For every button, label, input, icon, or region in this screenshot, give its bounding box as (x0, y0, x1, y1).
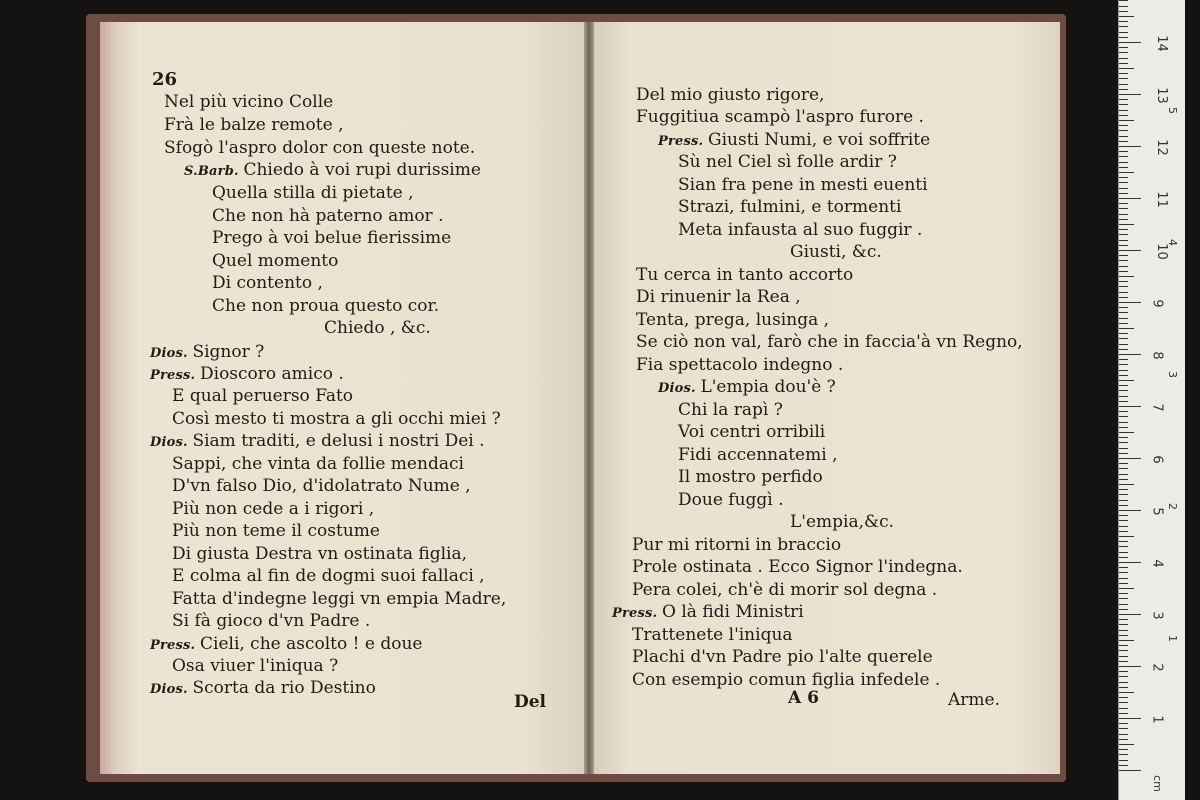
right-page-line (678, 445, 837, 465)
left-page-line (212, 273, 323, 293)
line-text: Frà le balze remote , (164, 115, 344, 135)
line-text: Così mesto ti mostra a gli occhi miei ? (172, 409, 501, 429)
line-text: Sù nel Ciel sì folle ardir ? (678, 152, 897, 172)
ruler-tick (1119, 276, 1134, 277)
ruler-tick (1119, 380, 1134, 381)
line-text: E qual peruerso Fato (172, 386, 354, 406)
ruler-tick (1119, 593, 1128, 594)
ruler-tick (1119, 364, 1128, 365)
ruler-tick (1119, 58, 1128, 59)
right-page-line (678, 175, 928, 195)
ruler-tick (1119, 541, 1128, 542)
ruler-tick (1119, 344, 1128, 345)
line-text: Strazi, fulmini, e tormenti (678, 197, 902, 217)
ruler-tick (1119, 297, 1128, 298)
ruler-tick (1119, 37, 1128, 38)
right-page-line (636, 85, 824, 105)
ruler-tick (1119, 437, 1128, 438)
right-catchword: Arme. (948, 690, 1000, 710)
ruler-tick (1119, 73, 1128, 74)
right-page-line (678, 220, 922, 240)
ruler-tick (1119, 416, 1128, 417)
ruler-tick (1119, 442, 1128, 443)
ruler-tick (1119, 354, 1141, 355)
ruler-tick (1119, 572, 1128, 573)
line-text: Il mostro perfido (678, 467, 823, 487)
line-text: Plachi d'vn Padre pio l'alte querele (632, 647, 933, 667)
left-page-line (172, 521, 380, 541)
ruler-tick (1119, 188, 1128, 189)
left-page-line (212, 183, 414, 203)
line-text: Chi la rapì ? (678, 400, 783, 420)
ruler-number: 1 (1149, 715, 1165, 724)
ruler-tick (1119, 406, 1141, 407)
ruler-tick (1119, 125, 1128, 126)
line-text: Tu cerca in tanto accorto (636, 265, 854, 285)
ruler-tick (1119, 130, 1128, 131)
ruler-tick (1119, 396, 1128, 397)
left-page-line (172, 656, 338, 676)
line-text: L'empia dou'è ? (700, 377, 836, 397)
ruler-tick (1119, 760, 1128, 761)
ruler-tick (1119, 432, 1134, 433)
left-catchword: Del (514, 692, 547, 712)
speaker-label: Press. (612, 606, 662, 621)
ruler-tick (1119, 520, 1128, 521)
line-text: Di contento , (212, 273, 323, 293)
ruler-tick (1119, 219, 1128, 220)
speaker-label: Dios. (150, 435, 193, 450)
right-page-line (636, 332, 1023, 352)
left-page-line (212, 296, 439, 316)
signature-mark: A 6 (788, 688, 819, 708)
speaker-label: Press. (658, 134, 708, 149)
ruler-tick (1119, 666, 1141, 667)
line-text: Voi centri orribili (678, 422, 826, 442)
ruler-tick (1119, 531, 1128, 532)
ruler-number: 11 (1153, 191, 1169, 208)
ruler-tick (1119, 682, 1128, 683)
right-page-line (632, 557, 963, 577)
ruler-inch-number: 2 (1166, 503, 1179, 510)
speaker-label: Press. (150, 368, 200, 383)
right-page-line (612, 602, 804, 624)
ruler-tick (1119, 333, 1128, 334)
ruler-tick (1119, 578, 1128, 579)
right-page-line (678, 490, 784, 510)
ruler-tick (1119, 115, 1128, 116)
ruler-tick (1119, 708, 1128, 709)
ruler-tick (1119, 536, 1134, 537)
ruler-tick (1119, 463, 1128, 464)
line-text: Quella stilla di pietate , (212, 183, 414, 203)
ruler-tick (1119, 744, 1134, 745)
right-page-line (678, 422, 825, 442)
left-page-line (324, 318, 431, 338)
ruler-tick (1119, 749, 1128, 750)
ruler-tick (1119, 193, 1128, 194)
right-page-line (632, 670, 940, 690)
right-page-line (636, 107, 924, 127)
ruler-tick (1119, 94, 1141, 95)
line-text: Nel più vicino Colle (164, 92, 334, 112)
line-text: Pera colei, ch'è di morir sol degna . (632, 580, 938, 600)
ruler-tick (1119, 718, 1141, 719)
line-text: Fidi accennatemi , (678, 445, 838, 465)
ruler-tick (1119, 234, 1128, 235)
ruler-tick (1119, 16, 1134, 17)
line-text: Trattenete l'iniqua (632, 625, 793, 645)
line-text: D'vn falso Dio, d'idolatrato Nume , (172, 476, 471, 496)
ruler-tick (1119, 411, 1128, 412)
ruler-tick (1119, 328, 1134, 329)
ruler-number: 2 (1149, 663, 1165, 672)
ruler-tick (1119, 99, 1128, 100)
ruler-tick (1119, 281, 1128, 282)
ruler-tick (1119, 271, 1128, 272)
ruler-tick (1119, 609, 1128, 610)
ruler-tick (1119, 562, 1141, 563)
ruler-tick (1119, 110, 1128, 111)
ruler-tick (1119, 422, 1128, 423)
left-page-line (172, 386, 353, 406)
ruler-number: 4 (1149, 559, 1165, 568)
ruler-tick (1119, 266, 1128, 267)
line-text: Giusti Numi, e voi soffrite (708, 130, 931, 150)
ruler-tick (1119, 656, 1128, 657)
left-page-line (184, 160, 481, 182)
right-page-line (658, 130, 930, 152)
line-text: Quel momento (212, 251, 339, 271)
line-text: Scorta da rio Destino (192, 678, 376, 698)
line-text: Fuggitiua scampò l'aspro furore . (636, 107, 924, 127)
ruler-tick (1119, 146, 1141, 147)
ruler-tick (1119, 739, 1128, 740)
ruler-tick (1119, 390, 1128, 391)
ruler-tick (1119, 214, 1128, 215)
ruler-tick (1119, 240, 1128, 241)
ruler-tick (1119, 661, 1128, 662)
ruler-tick (1119, 245, 1128, 246)
ruler-inch-number: 3 (1166, 371, 1179, 378)
right-page-line (636, 355, 843, 375)
ruler-tick (1119, 302, 1141, 303)
ruler-tick (1119, 370, 1128, 371)
ruler-unit-label: cm (1150, 775, 1164, 792)
left-page-line (212, 206, 444, 226)
ruler-tick (1119, 458, 1141, 459)
ruler-tick (1119, 526, 1128, 527)
line-text: Di giusta Destra vn ostinata figlia, (172, 544, 468, 564)
ruler-number: 9 (1149, 299, 1165, 308)
ruler-inch-number: 1 (1166, 635, 1179, 642)
line-text: Fia spettacolo indegno . (636, 355, 844, 375)
line-text: E colma al fin de dogmi suoi fallaci , (172, 566, 485, 586)
ruler-tick (1119, 323, 1128, 324)
line-text: Chiedo , &c. (324, 318, 431, 338)
ruler-number: 5 (1149, 507, 1165, 516)
ruler-tick (1119, 546, 1128, 547)
ruler-tick (1119, 6, 1128, 7)
ruler-tick (1119, 172, 1134, 173)
ruler-tick (1119, 676, 1128, 677)
ruler-tick (1119, 671, 1128, 672)
ruler-tick (1119, 650, 1128, 651)
line-text: Tenta, prega, lusinga , (636, 310, 830, 330)
line-text: Pur mi ritorni in braccio (632, 535, 842, 555)
ruler-tick (1119, 515, 1128, 516)
ruler-tick (1119, 702, 1128, 703)
ruler-tick (1119, 734, 1128, 735)
line-text: Giusti, &c. (790, 242, 882, 262)
right-page-line (790, 242, 882, 262)
left-page-line (150, 364, 344, 386)
ruler-tick (1119, 156, 1128, 157)
ruler-tick (1119, 338, 1128, 339)
right-page-line (636, 310, 829, 330)
ruler-tick (1119, 770, 1141, 771)
line-text: Meta infausta al suo fuggir . (678, 220, 923, 240)
right-page-line (678, 400, 783, 420)
ruler-tick (1119, 624, 1128, 625)
ruler-tick (1119, 468, 1128, 469)
line-text: Sappi, che vinta da follie mendaci (172, 454, 464, 474)
left-page-line (172, 611, 370, 631)
ruler-tick (1119, 427, 1128, 428)
ruler-tick (1119, 63, 1128, 64)
right-page-line (632, 580, 937, 600)
ruler-tick (1119, 182, 1128, 183)
ruler-tick (1119, 754, 1128, 755)
ruler-tick (1119, 557, 1128, 558)
ruler-tick (1119, 318, 1128, 319)
line-text: Del mio giusto rigore, (636, 85, 825, 105)
line-text: Che non hà paterno amor . (212, 206, 444, 226)
right-page-line (632, 535, 841, 555)
line-text: Siam traditi, e delusi i nostri Dei . (192, 431, 485, 451)
line-text: Di rinuenir la Rea , (636, 287, 801, 307)
ruler-tick (1119, 619, 1128, 620)
line-text: Cieli, che ascolto ! e doue (200, 634, 423, 654)
line-text: Signor ? (192, 342, 265, 362)
left-page-line (172, 499, 374, 519)
line-text: Si fà gioco d'vn Padre . (172, 611, 371, 631)
speaker-label: Dios. (150, 346, 193, 361)
ruler-tick (1119, 375, 1128, 376)
ruler-tick (1119, 635, 1128, 636)
ruler-tick (1119, 401, 1128, 402)
line-text: Osa viuer l'iniqua ? (172, 656, 339, 676)
ruler-tick (1119, 250, 1141, 251)
ruler-tick (1119, 645, 1128, 646)
book-gutter (584, 22, 594, 774)
ruler-number: 3 (1149, 611, 1165, 620)
speaker-label: Dios. (150, 682, 193, 697)
ruler-tick (1119, 136, 1128, 137)
ruler-tick (1119, 52, 1128, 53)
right-page-line (678, 467, 823, 487)
left-page-line (172, 566, 485, 586)
ruler-tick (1119, 614, 1141, 615)
ruler-tick (1119, 151, 1128, 152)
ruler-tick (1119, 505, 1128, 506)
left-page-line (150, 342, 264, 364)
ruler-tick (1119, 510, 1141, 511)
left-page-line (150, 678, 376, 700)
measuring-ruler (1118, 0, 1185, 800)
ruler-inch-number: 5 (1166, 107, 1179, 114)
ruler-tick (1119, 692, 1134, 693)
left-page-line (172, 454, 464, 474)
ruler-tick (1119, 765, 1128, 766)
ruler-number: 8 (1149, 351, 1165, 360)
line-text: Sfogò l'aspro dolor con queste note. (164, 138, 476, 158)
line-text: Chiedo à voi rupi durissime (243, 160, 481, 180)
ruler-tick (1119, 349, 1128, 350)
speaker-label: Press. (150, 638, 200, 653)
ruler-tick (1119, 640, 1134, 641)
ruler-tick (1119, 21, 1128, 22)
speaker-label: Dios. (658, 381, 701, 396)
line-text: Doue fuggì . (678, 490, 784, 510)
ruler-tick (1119, 630, 1128, 631)
ruler-number: 7 (1149, 403, 1165, 412)
ruler-tick (1119, 697, 1128, 698)
left-page-line (172, 476, 471, 496)
ruler-tick (1119, 162, 1128, 163)
ruler-tick (1119, 385, 1128, 386)
ruler-tick (1119, 208, 1128, 209)
ruler-number: 12 (1153, 139, 1169, 156)
line-text: Con esempio comun figlia infedele . (632, 670, 941, 690)
right-page-line (658, 377, 836, 399)
line-text: Più non cede a i rigori , (172, 499, 375, 519)
right-page-line (632, 625, 793, 645)
right-page-line (636, 287, 801, 307)
ruler-tick (1119, 448, 1128, 449)
left-page-line (150, 431, 485, 453)
ruler-tick (1119, 552, 1128, 553)
line-text: Fatta d'indegne leggi vn empia Madre, (172, 589, 507, 609)
ruler-tick (1119, 177, 1128, 178)
ruler-tick (1119, 198, 1141, 199)
left-page-line (150, 634, 422, 656)
ruler-tick (1119, 307, 1128, 308)
ruler-tick (1119, 11, 1128, 12)
ruler-tick (1119, 583, 1128, 584)
ruler-tick (1119, 286, 1128, 287)
left-page-line (164, 92, 333, 112)
right-page-line (636, 265, 853, 285)
ruler-inch-number: 4 (1166, 239, 1179, 246)
left-page-line (172, 589, 506, 609)
line-text: Se ciò non val, farò che in faccia'à vn Regno, (636, 332, 1023, 352)
ruler-tick (1119, 474, 1128, 475)
ruler-tick (1119, 588, 1134, 589)
ruler-tick (1119, 141, 1128, 142)
ruler-tick (1119, 203, 1128, 204)
line-text: Che non proua questo cor. (212, 296, 440, 316)
right-page-line (632, 647, 933, 667)
ruler-tick (1119, 68, 1134, 69)
ruler-tick (1119, 229, 1128, 230)
ruler-tick (1119, 604, 1128, 605)
left-page-line (164, 115, 343, 135)
right-page-line (678, 152, 897, 172)
ruler-tick (1119, 484, 1134, 485)
ruler-tick (1119, 453, 1128, 454)
line-text: Prole ostinata . Ecco Signor l'indegna. (632, 557, 963, 577)
ruler-tick (1119, 260, 1128, 261)
ruler-tick (1119, 494, 1128, 495)
ruler-tick (1119, 104, 1128, 105)
left-page-line (212, 228, 451, 248)
ruler-tick (1119, 224, 1134, 225)
line-text: L'empia,&c. (790, 512, 895, 532)
ruler-tick (1119, 312, 1128, 313)
ruler-tick (1119, 84, 1128, 85)
line-text: Sian fra pene in mesti euenti (678, 175, 928, 195)
ruler-tick (1119, 687, 1128, 688)
ruler-tick (1119, 359, 1128, 360)
line-text: O là fidi Ministri (662, 602, 804, 622)
ruler-number: 13 (1153, 87, 1169, 104)
ruler-tick (1119, 489, 1128, 490)
ruler-tick (1119, 89, 1128, 90)
right-page-line (678, 197, 901, 217)
ruler-tick (1119, 167, 1128, 168)
ruler-tick (1119, 598, 1128, 599)
ruler-number: 14 (1153, 35, 1169, 52)
left-page-line (212, 251, 338, 271)
ruler-tick (1119, 26, 1128, 27)
ruler-tick (1119, 32, 1128, 33)
left-page-line (172, 544, 467, 564)
ruler-tick (1119, 42, 1141, 43)
line-text: Dioscoro amico . (200, 364, 344, 384)
ruler-tick (1119, 728, 1128, 729)
right-page-line (790, 512, 894, 532)
line-text: Prego à voi belue fierissime (212, 228, 452, 248)
left-page-line (172, 409, 501, 429)
ruler-tick (1119, 255, 1128, 256)
ruler-tick (1119, 78, 1128, 79)
ruler-tick (1119, 723, 1128, 724)
ruler-number: 10 (1153, 243, 1169, 260)
ruler-tick (1119, 479, 1128, 480)
ruler-tick (1119, 713, 1128, 714)
ruler-tick (1119, 292, 1128, 293)
ruler-tick (1119, 47, 1128, 48)
page-number: 26 (152, 69, 178, 90)
speaker-label: S.Barb. (184, 164, 244, 179)
left-page-line (164, 138, 475, 158)
ruler-tick (1119, 0, 1128, 1)
ruler-tick (1119, 567, 1128, 568)
ruler-number: 6 (1149, 455, 1165, 464)
ruler-tick (1119, 120, 1134, 121)
line-text: Più non teme il costume (172, 521, 380, 541)
ruler-tick (1119, 500, 1128, 501)
